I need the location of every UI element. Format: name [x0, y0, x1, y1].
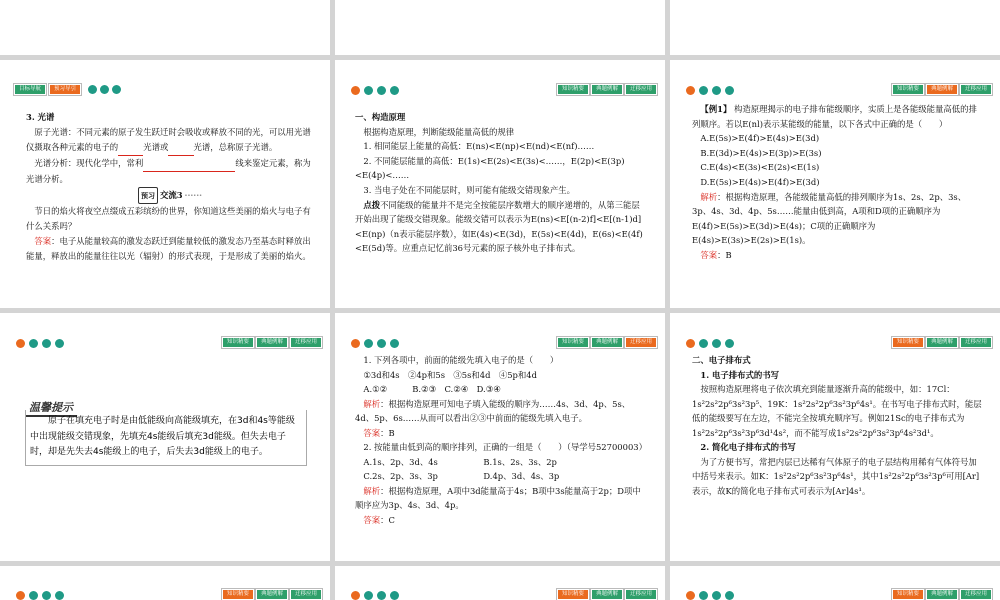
question-2: 2. 按能量由低到高的顺序排列，正确的一组是（ ）（导学号52700003）	[363, 442, 647, 452]
section-heading: 3. 光谱	[26, 112, 55, 122]
slide-5[interactable]	[335, 60, 665, 308]
analysis-1: 解析：根据构造原理可知电子填入能级的顺序为……4s、3d、4p、5s、4d、5p、6s……从而可以看出②③中前面的能级先填入电子。	[355, 398, 631, 423]
tab-examples[interactable]: 典题例解	[591, 589, 623, 600]
nav-dot[interactable]	[29, 339, 38, 348]
slide-4[interactable]	[0, 60, 330, 308]
analysis: 解析：根据构造原理，各能级能量高低的排列顺序为1s、2s、2p、3s、3p、4s、3d、4p、5s……能量由低到高，A项和D项的正确顺序为E(4f)>E(5s)>E(3d)>E(4s)；C项的正确顺序为E(4s)>E(3s)>E(2s)>E(1s)。	[692, 191, 967, 246]
rule-1: 1. 相同能层上能量的高低：E(ns)<E(np)<E(nd)<E(nf)……	[363, 141, 595, 152]
answer: 答案：电子从能量较高的激发态跃迁到能量较低的激发态乃至基态时释放出能量，释放出的能量往往以光（辐射）的形式表现，于是形成了美丽的焰火。	[26, 236, 311, 261]
tab-knowledge[interactable]: 知识精要	[892, 337, 924, 348]
slide-10[interactable]	[0, 566, 330, 600]
fill-blank	[168, 140, 193, 156]
nav-dot[interactable]	[699, 591, 708, 600]
analysis-2: 解析：根据构造原理，A项中3d能量高于4s；B项中3s能量高于2p；D项中顺序应为3p、4s、3d、4p。	[355, 485, 641, 510]
answer: 答案：B	[700, 249, 732, 260]
paragraph: 为了方便书写，常把内层已达稀有气体原子的电子层结构用稀有气体符号加中括号来表示。如K：1s²2s²2p⁶3s²3p⁶4s¹，其中1s²2s²2p⁶3s²3p⁶可用[Ar]表示，故K的简化电子排布式可表示为[Ar]4s¹。	[692, 456, 980, 496]
tab-examples[interactable]: 典题例解	[256, 589, 288, 600]
subheading-1: 1. 电子排布式的书写	[700, 369, 780, 380]
nav-dot[interactable]	[42, 339, 51, 348]
section-title: 一、构造原理	[355, 112, 406, 122]
slide-11[interactable]	[335, 566, 665, 600]
tab-knowledge[interactable]: 知识精要	[557, 84, 589, 95]
slide-6[interactable]	[670, 60, 1000, 308]
nav-dot[interactable]	[55, 339, 64, 348]
nav-dot[interactable]	[712, 339, 721, 348]
section-title: 二、电子排布式	[692, 355, 751, 365]
question: 节日的焰火将夜空点缀成五彩缤纷的世界，你知道这些美丽的焰火与电子有什么关系吗？	[26, 206, 311, 231]
section-tabs	[892, 337, 992, 348]
key-point: 点拨不同能级的能量并不是完全按能层序数增大的顺序递增的，从第三能层开始出现了能级交错现象。能级交错可以表示为E(ns)<E[(n-2)f]<E[(n-1)d]<E(np)（n表示能层序数），如E(4s)<E(3d)，E(5s)<E(4d)，E(6s)<E(4f)<E(5d)等。应重点记忆前36号元素的原子核外电子排布式。	[355, 199, 643, 254]
tab-examples[interactable]: 典题例解	[591, 84, 623, 95]
nav-dot[interactable]	[725, 339, 734, 348]
slide-1[interactable]	[0, 0, 330, 55]
section-tabs	[557, 337, 657, 348]
nav-dot[interactable]	[55, 591, 64, 600]
nav-dot[interactable]	[699, 339, 708, 348]
example-question: 【例1】 构造原理揭示的电子排布能级顺序，实质上是各能级能量高低的排列顺序。若以E(nl)表示某能级的能量，以下各式中正确的是（ ）	[692, 104, 977, 129]
tab-examples[interactable]: 典题例解	[591, 337, 623, 348]
tab-goal-nav[interactable]: 目标导航	[14, 84, 46, 95]
tab-knowledge[interactable]: 知识精要	[557, 589, 589, 600]
nav-dot[interactable]	[390, 86, 399, 95]
tab-knowledge[interactable]: 知识精要	[222, 589, 254, 600]
answer-1: 答案：B	[363, 427, 395, 438]
section-tabs	[892, 589, 992, 600]
paragraph: 原子光谱：不同元素的原子发生跃迁时会吸收或释放不同的光，可以用光谱仪摄取各种元素的电子的 光谱或 光谱，总称原子光谱。	[26, 125, 314, 156]
question-2-options-cd: C.2s、2p、3s、3p D.4p、3d、4s、3p	[363, 471, 560, 481]
slide-9[interactable]	[670, 313, 1000, 561]
option-b: B.E(3d)>E(4s)>E(3p)>E(3s)	[700, 147, 822, 158]
slide-12[interactable]	[670, 566, 1000, 600]
tab-transfer[interactable]: 迁移应用	[960, 589, 992, 600]
tab-knowledge[interactable]: 知识精要	[892, 589, 924, 600]
rule-2: 2. 不同能层能量的高低：E(1s)<E(2s)<E(3s)<……，E(2p)<E(3p)<E(4p)<……	[355, 155, 625, 181]
paragraph: 按照构造原理将电子依次填充到能量逐渐升高的能级中，如：17Cl：1s²2s²2p⁶3s²3p⁵、19K：1s²2s²2p⁶3s²3p⁶4s¹。在书写电子排布式时，能层低的能级要写在左边，不能完全按填充顺序写。例如21Sc的电子排布式为1s²2s²2p⁶3s²3p⁶3d¹4s²，而不能写成1s²2s²2p⁶3s²3p⁶4s²3d¹。	[692, 384, 982, 438]
nav-dot[interactable]	[364, 86, 373, 95]
section-tabs	[892, 84, 992, 95]
tab-transfer[interactable]: 迁移应用	[960, 84, 992, 95]
nav-dot[interactable]	[725, 86, 734, 95]
tab-transfer[interactable]: 迁移应用	[960, 337, 992, 348]
nav-dot[interactable]	[712, 591, 721, 600]
question-1-items: ①3d和4s ②4p和5s ③5s和4d ④5p和4d	[363, 369, 537, 380]
tab-transfer[interactable]: 迁移应用	[625, 589, 657, 600]
section-tabs	[222, 337, 322, 348]
nav-dot[interactable]	[377, 86, 386, 95]
fill-blank	[143, 156, 235, 172]
tab-transfer[interactable]: 迁移应用	[290, 337, 322, 348]
option-a: A.E(5s)>E(4f)>E(4s)>E(3d)	[700, 133, 820, 144]
left-nav	[14, 84, 121, 95]
question-1: 1. 下列各项中，前面的能级先填入电子的是（ ）	[363, 355, 559, 365]
nav-dot[interactable]	[29, 591, 38, 600]
answer-2: 答案：C	[363, 514, 395, 525]
nav-dot[interactable]	[377, 339, 386, 348]
tab-transfer[interactable]: 迁移应用	[625, 337, 657, 348]
slide-3[interactable]	[670, 0, 1000, 55]
tab-examples[interactable]: 典题例解	[926, 337, 958, 348]
tab-knowledge[interactable]: 知识精要	[222, 337, 254, 348]
tab-examples[interactable]: 典题例解	[926, 589, 958, 600]
preview-badge: 预习	[138, 187, 158, 204]
slide-8[interactable]	[335, 313, 665, 561]
section-tabs	[557, 589, 657, 600]
tab-knowledge[interactable]: 知识精要	[557, 337, 589, 348]
nav-dot[interactable]	[351, 591, 360, 600]
tip-box	[25, 410, 307, 466]
nav-dot[interactable]	[699, 86, 708, 95]
nav-dot[interactable]	[16, 339, 25, 348]
tab-transfer[interactable]: 迁移应用	[290, 589, 322, 600]
subheading-2: 2. 简化电子排布式的书写	[700, 442, 796, 452]
tab-examples[interactable]: 典题例解	[926, 84, 958, 95]
section-tabs	[222, 589, 322, 600]
nav-dot[interactable]	[686, 591, 695, 600]
fill-blank	[118, 140, 143, 156]
nav-dot[interactable]	[351, 86, 360, 95]
nav-dot[interactable]	[16, 591, 25, 600]
nav-dot[interactable]	[686, 86, 695, 95]
nav-dot[interactable]	[686, 339, 695, 348]
nav-dot[interactable]	[390, 591, 399, 600]
nav-dot[interactable]	[88, 85, 97, 94]
nav-dot[interactable]	[351, 339, 360, 348]
rule-3: 3. 当电子处在不同能层时，则可能有能级交错现象产生。	[363, 184, 576, 195]
nav-dot[interactable]	[42, 591, 51, 600]
nav-dot[interactable]	[725, 591, 734, 600]
slide-7[interactable]	[0, 313, 330, 561]
tab-transfer[interactable]: 迁移应用	[625, 84, 657, 95]
tab-preview-guide[interactable]: 预习导引	[49, 84, 81, 95]
paragraph: 光谱分析：现代化学中，常利 线来鉴定元素，称为光谱分析。	[26, 158, 311, 184]
nav-dot[interactable]	[112, 85, 121, 94]
tab-examples[interactable]: 典题例解	[256, 337, 288, 348]
preview-exchange-label: 预习 交流3 ······	[26, 187, 314, 204]
nav-dot[interactable]	[390, 339, 399, 348]
nav-dot[interactable]	[377, 591, 386, 600]
tip-title: 温馨提示	[25, 396, 77, 417]
tip-text: 原子在填充电子时是由低能级向高能级填充，在3d和4s等能级中出现能级交错现象，先填充4s能级后填充3d能级。但失去电子时，却是先失去4s能级上的电子，后失去3d能级上的电子。	[30, 416, 295, 457]
option-c: C.E(4s)<E(3s)<E(2s)<E(1s)	[700, 162, 820, 173]
question-1-choices: A.①② B.②③ C.②④ D.③④	[363, 384, 501, 394]
slide-2[interactable]	[335, 0, 665, 55]
question-2-options-ab: A.1s、2p、3d、4s B.1s、2s、3s、2p	[363, 456, 557, 467]
option-d: D.E(5s)>E(4s)>E(4f)>E(3d)	[700, 176, 820, 187]
nav-dot[interactable]	[100, 85, 109, 94]
nav-dot[interactable]	[364, 591, 373, 600]
tab-knowledge[interactable]: 知识精要	[892, 84, 924, 95]
section-tabs	[557, 84, 657, 95]
paragraph: 根据构造原理，判断能级能量高低的规律	[363, 126, 515, 137]
nav-dot[interactable]	[364, 339, 373, 348]
nav-dot[interactable]	[712, 86, 721, 95]
